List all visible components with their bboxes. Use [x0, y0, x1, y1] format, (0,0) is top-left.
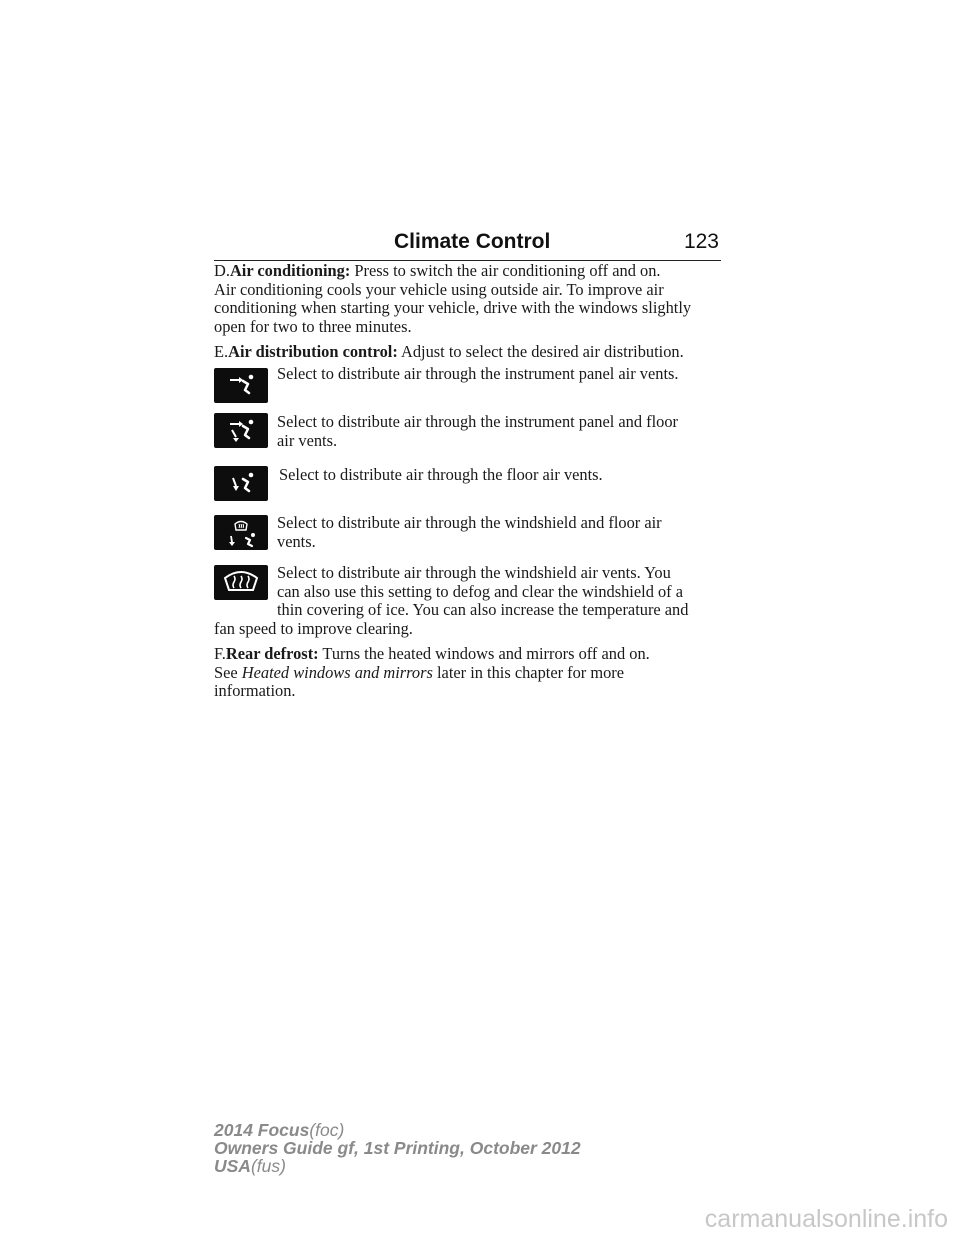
item-e-term: Air distribution control:	[228, 342, 398, 361]
mode-description: Select to distribute air through the instrument panel and floor air vents.	[277, 412, 679, 450]
windshield-floor-vents-icon	[214, 515, 268, 550]
mode-description: Select to distribute air through the windshield and floor air vents.	[277, 513, 662, 551]
mode-description: Select to distribute air through the instrument panel air vents.	[277, 364, 679, 383]
floor-vents-icon	[214, 466, 268, 501]
page-footer: 2014 Focus(foc) Owners Guide gf, 1st Printing, October 2012 USA(fus)	[214, 1120, 581, 1176]
panel-floor-vents-icon	[214, 413, 268, 448]
watermark: carmanualsonline.info	[704, 1205, 948, 1233]
item-f-term: Rear defrost:	[225, 644, 319, 663]
item-e-air-distribution: E.Air distribution control: Adjust to select the desired air distribution.	[214, 342, 684, 361]
cross-reference-link[interactable]: Heated windows and mirrors	[241, 662, 433, 682]
section-title: Climate Control	[394, 230, 551, 253]
page-header	[214, 230, 721, 261]
page-number: 123	[683, 230, 719, 253]
item-d-air-conditioning: D.Air conditioning: Press to switch the air conditioning off and on. Air conditioning cools your vehicle using outside air. To improve air conditioning when starting your vehicle, drive with the windows slightly open for two to three minutes.	[214, 261, 692, 336]
item-f-rear-defrost: F.Rear defrost: Turns the heated windows and mirrors off and on. See Heated windows and mirrors later in this chapter for more information.	[214, 644, 650, 701]
footer-market: USA	[214, 1156, 251, 1176]
footer-model: 2014 Focus	[214, 1120, 310, 1140]
footer-guide: Owners Guide gf, 1st Printing, October 2012	[214, 1138, 581, 1158]
panel-vents-icon	[214, 368, 268, 403]
mode-description: Select to distribute air through the floor air vents.	[279, 465, 603, 484]
mode-description-defrost: Select to distribute air through the windshield air vents. You can also use this setting to defog and clear the windshield of a thin covering of ice. You can also increase the temperature and fan speed to improve clearing.	[214, 563, 689, 638]
item-d-term: Air conditioning:	[229, 261, 351, 280]
